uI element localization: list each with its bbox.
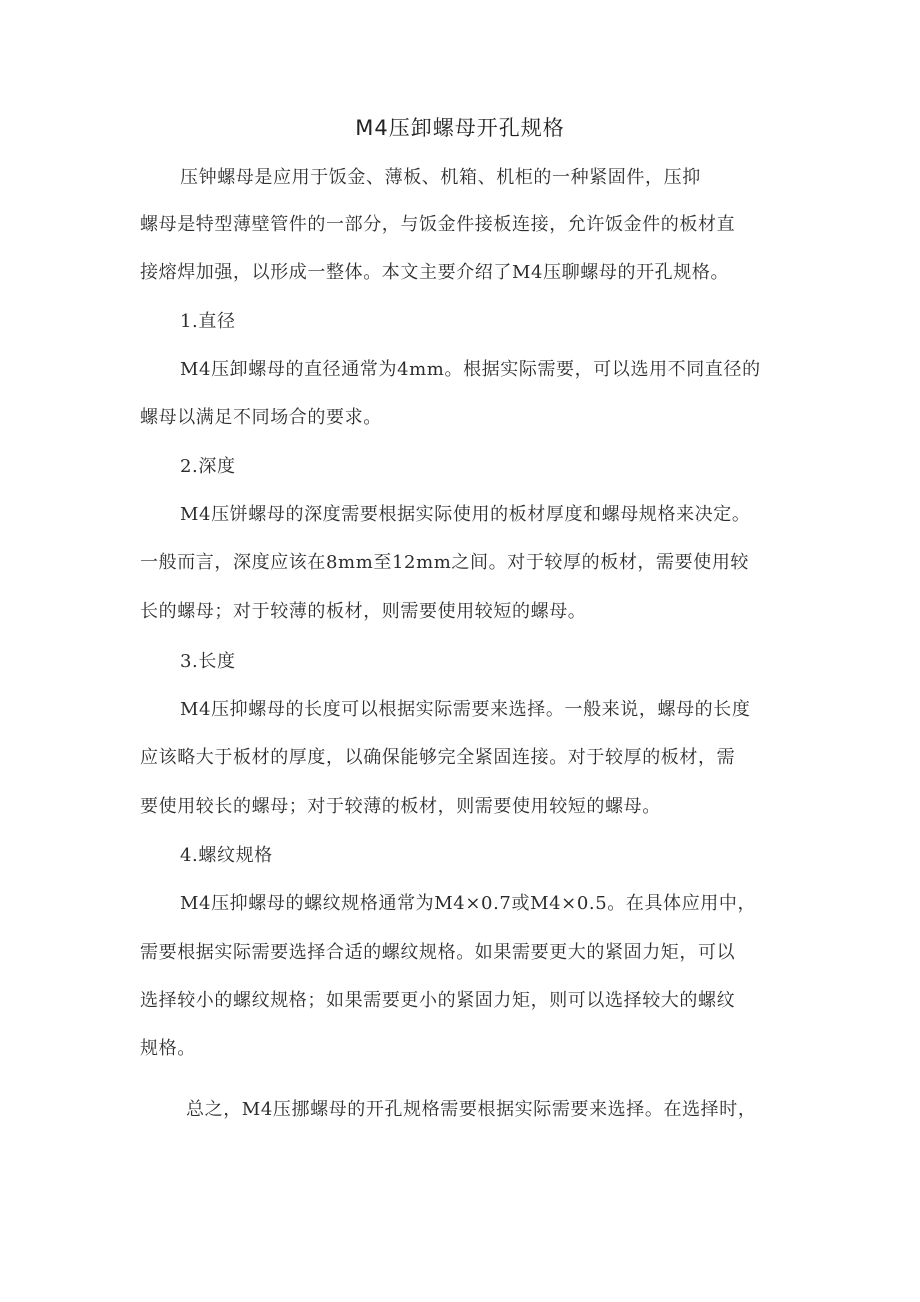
section-depth-line-3: 长的螺母；对于较薄的板材，则需要使用较短的螺母。: [140, 601, 587, 622]
section-heading-thread: 4.螺纹规格: [180, 845, 273, 866]
section-thread-line-2: 需要根据实际需要选择合适的螺纹规格。如果需要更大的紧固力矩，可以: [140, 942, 736, 963]
section-thread-line-3: 选择较小的螺纹规格；如果需要更小的紧固力矩，则可以选择较大的螺纹: [140, 990, 736, 1011]
intro-line-2: 螺母是特型薄壁管件的一部分，与饭金件接板连接，允许饭金件的板材直: [140, 214, 736, 235]
section-thread-line-1: M4压抑螺母的螺纹规格通常为M4×0.7或M4×0.5。在具体应用中，: [180, 893, 757, 914]
page-title: M4压卸螺母开孔规格: [355, 116, 565, 140]
section-depth-line-2: 一般而言，深度应该在8mm至12mm之间。对于较厚的板材，需要使用较: [140, 552, 750, 573]
section-heading-depth: 2.深度: [180, 456, 236, 477]
section-diameter-line-2: 螺母以满足不同场合的要求。: [140, 407, 382, 428]
section-heading-length: 3.长度: [180, 651, 236, 672]
section-depth-line-1: M4压饼螺母的深度需要根据实际使用的板材厚度和螺母规格来决定。: [180, 504, 751, 525]
section-heading-diameter: 1.直径: [180, 311, 236, 332]
section-length-line-1: M4压抑螺母的长度可以根据实际需要来选择。一般来说，螺母的长度: [180, 699, 751, 720]
section-diameter-line-1: M4压卸螺母的直径通常为4mm。根据实际需要，可以选用不同直径的: [180, 359, 761, 380]
section-length-line-3: 要使用较长的螺母；对于较薄的板材，则需要使用较短的螺母。: [140, 796, 661, 817]
intro-line-1: 压钟螺母是应用于饭金、薄板、机箱、机柜的一种紧固件，压抑: [180, 167, 701, 188]
section-thread-line-4: 规格。: [140, 1038, 196, 1059]
conclusion-line-1: 总之，M4压挪螺母的开孔规格需要根据实际需要来选择。在选择时，: [186, 1099, 757, 1120]
section-length-line-2: 应该略大于板材的厚度，以确保能够完全紧固连接。对于较厚的板材，需: [140, 747, 736, 768]
intro-line-3: 接熔焊加强，以形成一整体。本文主要介绍了M4压聊螺母的开孔规格。: [140, 262, 730, 283]
